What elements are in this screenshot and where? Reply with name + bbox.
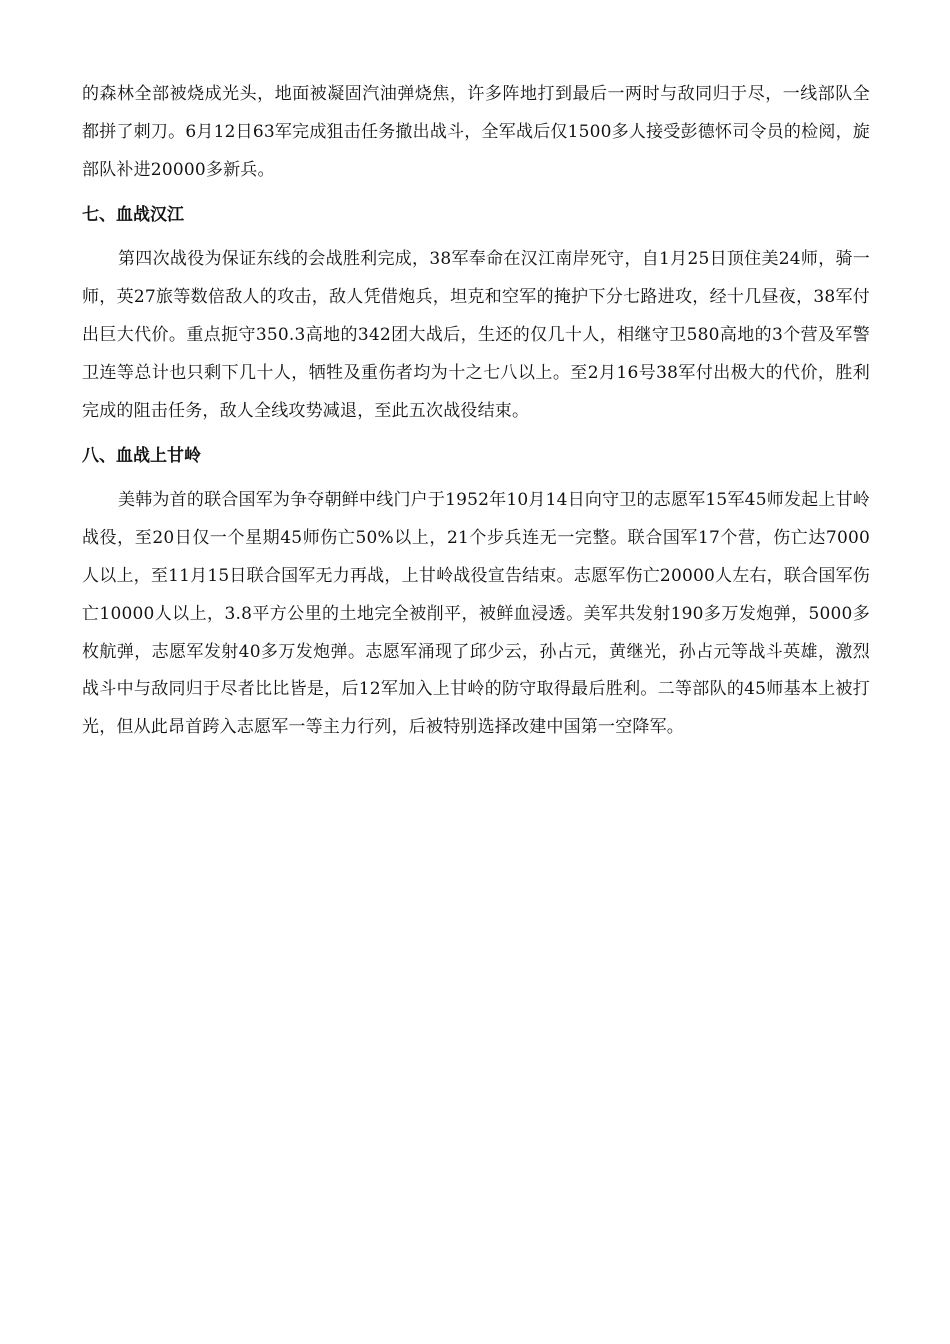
spacer bbox=[82, 227, 870, 241]
continued-paragraph: 的森林全部被烧成光头，地面被凝固汽油弹烧焦，许多阵地打到最后一两时与敌同归于尽，一线部队全都拼了刺刀。6月12日63军完成狙击任务撤出战斗，全军战后仅1500多人接受彭德怀司令员的检阅，旋部队补进20000多新兵。 bbox=[82, 84, 870, 180]
section-paragraph-shangganling: 美韩为首的联合国军为争夺朝鲜中线门户于1952年10月14日向守卫的志愿军15军45师发起上甘岭战役，至20日仅一个星期45师伤亡50%以上，21个步兵连无一完整。联合国军17个营，伤亡达7000人以上，至11月15日联合国军无力再战，上甘岭战役宣告结束。志愿军伤亡20000人左右，联合国军伤亡10000人以上，3.8平方公里的土地完全被削平，被鲜血浸透。美军共发射190多万发炮弹，5000多枚航弹，志愿军发射40多万发炮弹。志愿军涌现了邱少云，孙占元，黄继光，孙占元等战斗英雄，激烈战斗中与敌同归于尽者比比皆是，后12军加入上甘岭的防守取得最后胜利。二等部队的45师基本上被打光，但从此昂首跨入志愿军一等主力行列，后被特别选择改建中国第一空降军。 bbox=[82, 490, 870, 738]
spacer bbox=[82, 189, 870, 203]
document-body bbox=[82, 76, 870, 747]
section-heading-han-river: 七、血战汉江 bbox=[82, 205, 184, 226]
spacer bbox=[82, 430, 870, 444]
section-paragraph-han-river: 第四次战役为保证东线的会战胜利完成，38军奉命在汉江南岸死守，自1月25日顶住美24师，骑一师，英27旅等数倍敌人的攻击，敌人凭借炮兵，坦克和空军的掩护下分七路进攻，经十几昼夜，38军付出巨大代价。重点扼守350.3高地的342团大战后，生还的仅几十人，相继守卫580高地的3个营及军警卫连等总计也只剩下几十人，牺牲及重伤者均为十之七八以上。至2月16号38军付出极大的代价，胜利完成的阻击任务，敌人全线攻势减退，至此五次战役结束。 bbox=[82, 249, 870, 421]
section-heading-shangganling: 八、血战上甘岭 bbox=[82, 446, 201, 467]
spacer bbox=[82, 468, 870, 482]
